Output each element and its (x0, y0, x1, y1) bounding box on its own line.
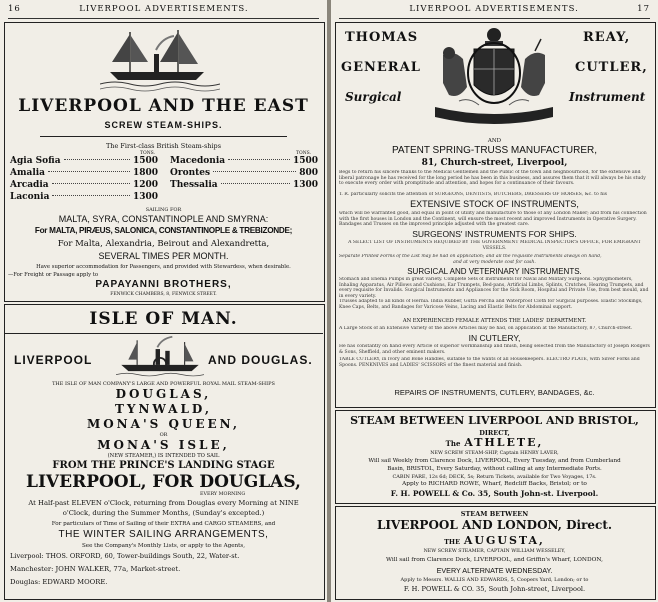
iom-landing-stage: FROM THE PRINCE'S LANDING STAGE (52, 460, 275, 471)
reay-maker: PATENT SPRING-TRUSS MANUFACTURER, (391, 145, 597, 156)
left-running-title: LIVERPOOL ADVERTISEMENTS. (79, 4, 249, 14)
london-title: STEAM BETWEEN (460, 510, 529, 518)
east-title: LIVERPOOL AND THE EAST (18, 96, 309, 116)
iom-time-2: o'Clock, during the Summer Months, (Sunday's excepted.) (62, 509, 265, 517)
bristol-apply: Apply to RICHARD ROWE, Wharf, Redcliff Backs, Bristol; or to (402, 481, 587, 487)
iom-agent-liverpool: Liverpool: THOS. ORFORD, 60, Tower-buildings South, 22, Water-st. (10, 552, 240, 560)
tons-label-left: TONS. (140, 151, 155, 156)
bristol-sub: NEW SCREW STEAM-SHIP, Captain HENRY LAVER, (430, 451, 559, 456)
iom-agent-manchester: Manchester: JOHN WALKER, 77a, Market-street. (10, 565, 181, 573)
reay-body-7: A Large Stock of an Extensive Variety of the above Articles may be had, on application at the Manufactory, 87, Church-street. (339, 326, 633, 331)
reay-and: AND (487, 138, 502, 144)
reay-body-1: Begs to return his sincere thanks to the Medical Gentlemen and the Public of the town and neighbourhood, for the extensive and liberal patronage he has received for the long period he has been in this business, and assures them that it will always be his study to execute every order with promptitude and attention, and hopes for a continuance of their favours. (339, 170, 646, 187)
leader-dots (52, 183, 130, 184)
reay-body-6: Trusses adapted to all kinds of Hernia. India Rubber, Gutta Percha and Waterproof Cloth for Surgical purposes. Elastic Stockings, Knee Caps, Belts, and Bandages for Varicose Veins, Lacing and Elastic Belts for Abdominal support. (339, 299, 643, 310)
bristol-agent: F. H. POWELL & Co. 35, South John-st. Liverpool. (390, 489, 599, 498)
ship-tons: 1200 (132, 180, 158, 190)
reay-address: 81, Church-street, Liverpool, (421, 158, 568, 168)
east-destination-1: MALTA, SYRA, CONSTANTINOPLE AND SMYRNA: (58, 214, 269, 224)
ship-row (170, 156, 318, 168)
ship-list-left (10, 156, 158, 204)
iom-route: LIVERPOOL, FOR DOUGLAS, (26, 472, 301, 492)
iom-time-1: At Half-past ELEVEN o'Clock, returning from Douglas every Morning at NINE (28, 499, 299, 507)
iom-agent-douglas: Douglas: EDWARD MOORE. (10, 578, 108, 586)
iom-every-morning: EVERY MORNING (200, 492, 246, 497)
iom-ship-douglas: DOUGLAS, (115, 387, 212, 401)
east-note-2: —For Freight or Passage apply to (8, 272, 99, 278)
reay-repairs: REPAIRS OF INSTRUMENTS, CUTLERY, BANDAGES, &c. (394, 388, 595, 397)
reay-body-4: Separate Printed Forms of the List may be had on application; and all the requisite Instruments always on hand, (339, 254, 602, 259)
london-line-1: Will sail from Clarence Dock, LIVERPOOL, and Griffin's Wharf, LONDON, (386, 557, 603, 563)
london-sub: NEW SCREW STEAMER, CAPTAIN WILLIAM WESSELEY, (423, 549, 566, 554)
iom-particulars: For particulars of Time of Sailing of their EXTRA and CARGO STEAMERS, and (51, 521, 276, 527)
iom-ship-monas-queen: MONA'S QUEEN, (86, 417, 241, 431)
reay-surgical: Surgical (345, 90, 402, 104)
reay-general: GENERAL (341, 60, 421, 75)
leader-dots (213, 171, 296, 172)
right-page (331, 0, 658, 602)
steamship-illustration (100, 24, 220, 94)
bristol-fares: CABIN FARE, 12s 6d; DECK, 5s; Return Tickets, available for Two Voyages, 17s. (392, 474, 597, 480)
ship-name: Arcadia (10, 180, 49, 190)
reay-female: AN EXPERIENCED FEMALE ATTENDS THE LADIES' DEPARTMENT. (402, 318, 587, 324)
east-divider (40, 136, 287, 137)
reay-body-8: He has constantly on hand every Article of superior workmanship and finish, being selected from the Manufactory of Joseph Rodgers & Sons, Sheffield, and other eminent makers. (339, 344, 650, 355)
london-agent: F. H. POWELL & CO. 35, South John-street, Liverpool. (403, 585, 586, 593)
ship-name: Agia Sofia (10, 156, 61, 166)
iom-to: AND DOUGLAS. (208, 353, 313, 367)
reay-body-5: Stomach and Enema Pumps in great variety. Complete Sets of Instruments for Naval and Military Surgeons. Sphygmometers, Inhaling Apparatus, Air Pillows and Cushions, Ear Trumpets, Bed-pans, Artificial Limbs, Splints, Crutches, Hearing Trumpets, and every requisite for Invalids. Surgical Instruments and Appliances for the Sick Room, Hospital and Private Use, from best mould, and in every variety. (339, 277, 649, 299)
ship-name: Thessalia (170, 180, 218, 190)
london-route: LIVERPOOL AND LONDON, Direct. (376, 518, 613, 532)
ship-row (170, 168, 318, 180)
bristol-line-1: Will sail Weekly from Clarence Dock, LIVERPOOL, Every Tuesday, and from Cumberland (368, 458, 621, 464)
london-ship (335, 534, 654, 547)
ship-row (10, 180, 158, 192)
bristol-direct: DIRECT, (479, 429, 510, 437)
reay-body-9: TABLE CUTLERY, in Ivory and Bone Handles, suitable to the wants of all Housekeepers. ELECTRO PLATE, with Silver Forks and Spoons. PENKNIVES and LADIES' SCISSORS of the finest material and finish. (339, 357, 640, 368)
reay-body-3: which will be warranted good, and equal in point of utility and manufacture to those of any London Maker; and from his connection with the first houses in London and the Continent, will ensure the most recent and improved Instruments in Operative Surgery. Bandages and Trusses on the improved principle adjusted with the greatest care. (339, 211, 647, 228)
east-destination-3: For Malta, Alexandria, Beirout and Alexandretta, (57, 239, 270, 249)
leader-dots (221, 183, 290, 184)
ship-name: Amalia (10, 168, 46, 178)
bristol-ship (335, 436, 654, 449)
ship-tons: 1300 (132, 192, 158, 202)
reay-veterinary: SURGICAL AND VETERINARY INSTRUMENTS. (407, 267, 582, 276)
reay-body-2: T. R. particularly solicits the attention of SURGEONS, DENTISTS, BUTCHERS, DRESSERS OF HORSES, &c. to his (339, 192, 608, 197)
reay-body-4b: and at very moderate cost for cash. (453, 260, 536, 265)
reay-name-reay: REAY, (583, 30, 631, 45)
east-frequency: SEVERAL TIMES PER MONTH. (98, 251, 229, 261)
reay-instrument: Instrument (569, 90, 646, 104)
right-running-title: LIVERPOOL ADVERTISEMENTS. (409, 4, 579, 14)
london-frequency: EVERY ALTERNATE WEDNESDAY. (436, 566, 553, 575)
east-agent: PAPAYANNI BROTHERS, (95, 279, 232, 290)
bristol-ship-name: ATHLETE, (464, 436, 544, 449)
iom-intended: (NEW STEAMER,) IS INTENDED TO SAIL (107, 453, 220, 459)
sailing-for: SAILING FOR (145, 207, 182, 213)
reay-name-thomas: THOMAS (345, 30, 419, 45)
left-page-number: 16 (8, 4, 21, 14)
bristol-ship-article: The (445, 439, 461, 448)
ship-tons: 1500 (292, 156, 318, 166)
ship-row (10, 168, 158, 180)
tons-label-right: TONS. (296, 151, 311, 156)
right-page-number: 17 (637, 4, 650, 14)
london-ship-article: THE (444, 538, 461, 546)
leader-dots (228, 159, 290, 160)
iom-ship-monas-isle: MONA'S ISLE, (97, 438, 230, 452)
ship-tons: 1300 (292, 180, 318, 190)
east-agent-address: FENWICK CHAMBERS, 8, FENWICK STREET. (110, 292, 217, 297)
ship-row (170, 180, 318, 192)
leader-dots (64, 159, 130, 160)
iom-ship-tynwald: TYNWALD, (114, 402, 213, 416)
east-note-1: Have superior accommodation for Passengers, and provided with Stewardess, when desirable. (36, 264, 291, 270)
ship-tons: 1500 (132, 156, 158, 166)
iom-from: LIVERPOOL (14, 353, 93, 367)
ship-name: Orontes (170, 168, 211, 178)
ship-row (10, 192, 158, 204)
ship-name: Laconia (10, 192, 50, 202)
east-subtitle: SCREW STEAM-SHIPS. (104, 120, 223, 130)
leader-dots (48, 171, 130, 172)
bristol-title: STEAM BETWEEN LIVERPOOL AND BRISTOL, (350, 414, 639, 427)
bristol-line-2: Basin, BRISTOL, Every Saturday, without calling at any Intermediate Ports. (387, 466, 602, 472)
iom-title: ISLE OF MAN. (89, 309, 238, 329)
reay-cutler: CUTLER, (575, 60, 648, 75)
ship-tons: 1800 (132, 168, 158, 178)
ship-name: Macedonia (170, 156, 226, 166)
royal-coat-of-arms (429, 24, 559, 136)
reay-stock: EXTENSIVE STOCK OF INSTRUMENTS, (410, 199, 579, 209)
reay-gov: A SELECT LIST OF INSTRUMENTS REQUIRED BY THE GOVERNMENT MEDICAL INSPECTOR'S OFFICE, FOR EMIGRANT VESSELS. (348, 240, 641, 251)
left-running-head (8, 4, 319, 19)
london-apply: Apply to Messrs. WALLIS AND EDWARDS, 5, Coopers Yard, London; or to (400, 577, 589, 583)
ship-tons: 800 (299, 168, 318, 178)
london-ship-name: AUGUSTA, (463, 534, 545, 547)
reay-cutlery: IN CUTLERY, (468, 333, 521, 343)
leader-dots (52, 195, 130, 196)
iom-see-lists: See the Company's Monthly Lists, or apply to the Agents, (81, 543, 246, 549)
iom-intro: THE ISLE OF MAN COMPANY'S LARGE AND POWERFUL ROYAL MAIL STEAM-SHIPS (52, 381, 275, 387)
ship-list-right (170, 156, 318, 192)
east-intro: The First-class British Steam-ships (105, 142, 222, 150)
iom-winter: THE WINTER SAILING ARRANGEMENTS, (58, 529, 269, 540)
left-page (0, 0, 327, 602)
right-running-head (339, 4, 650, 19)
paddle-steamer-illustration (116, 334, 204, 380)
reay-ships: SURGEONS' INSTRUMENTS FOR SHIPS. (412, 229, 577, 239)
east-destination-2: For MALTA, PIRÆUS, SALONICA, CONSTANTINOPLE & TREBIZONDE; (34, 226, 293, 235)
iom-or: OR (159, 432, 168, 438)
ship-row (10, 156, 158, 168)
